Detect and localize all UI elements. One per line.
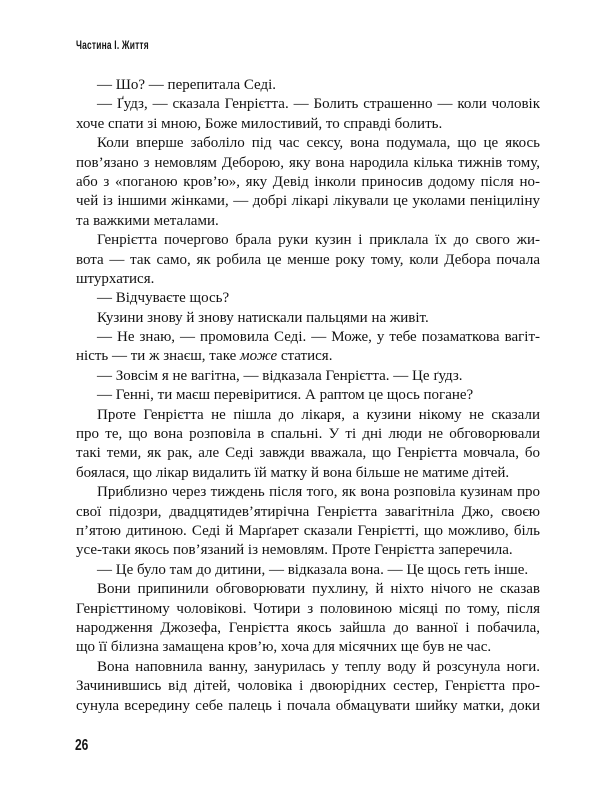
text-line: чей із іншими жінками, — добрі лікарі лікували це уколами пеніциліну [76,193,540,210]
text-line: народження Джозефа, Генрієтта якось зайшла до ванної і побачила, [76,619,540,636]
paragraph [76,658,540,716]
text-line [76,347,540,366]
text-line: Генрієтта почергово брала руки кузин і приклала їх до свого жи- [97,232,540,249]
text-line: пов’язано з немовлям Деборою, яку вона народила кілька тижнів тому, [76,154,540,171]
text-line: боялася, що лікар видалить їй матку й вона більше не матиме дітей. [76,464,510,481]
text-line: — Генні, ти маєш перевіритися. А раптом це щось погане? [97,387,474,404]
paragraph [76,561,540,580]
text-line: — Не знаю, — промовила Седі. — Може, у тебе позаматкова вагіт- [97,329,540,346]
text-line: та важкими металами. [76,212,219,229]
text-line: або з «поганою кров’ю», яку Девід інколи приносив додому після но- [76,173,540,190]
text-line: — Зовсім я не вагітна, — відказала Генрієтта. — Це ґудз. [97,367,463,384]
paragraph [76,95,540,134]
paragraph [76,231,540,289]
text-line: Приблизно через тиждень після того, як вона розповіла кузинам про [97,484,540,501]
text-line: — Шо? — перепитала Седі. [97,77,277,93]
text-line: Вона наповнила ванну, занурилась у теплу воду й розсунула ноги. [97,658,540,675]
text-line: такі теми, як рак, але Седі завжди вважала, що Генрієтта мовчала, бо [76,445,540,462]
text-line: вота — так само, як робила це менше року тому, коли Дебора почала [76,251,540,268]
paragraph [76,483,540,561]
paragraph [76,367,540,386]
text-span: статися. [277,348,333,365]
text-line: Вони припинили обговорювати пухлину, й ніхто нічого не сказав [97,581,540,598]
italic-word: може [240,348,278,365]
paragraph [76,328,540,367]
text-line: Коли вперше заболіло під час сексу, вона подумала, що це якось [97,135,540,152]
text-block [76,76,540,716]
paragraph [76,406,540,484]
text-line: — Це було там до дитини, — відказала вона. — Це щось геть інше. [97,561,529,578]
text-line: Зачинившись від дітей, чоловіка і двоюрідних сестер, Генрієтта про- [76,678,540,695]
text-line: про те, що вона розповіла в спальні. У ті дні люди не обговорювали [76,426,540,443]
text-line: хоче спати зі мною, Боже милостивий, то справді болить. [76,115,443,132]
page-number: 26 [75,737,89,754]
text-line: свої підозри, двадцятидев’ятирічна Генрієтта завагітніла Джо, своєю [76,503,540,520]
text-span: ність — ти ж знаєш, таке [76,348,241,365]
text-line: п’ятою дитиною. Седі й Марґарет сказали Генрієтті, що можливо, біль [76,522,540,539]
text-line: — Ґудз, — сказала Генрієтта. — Болить страшенно — коли чоловік [97,96,540,113]
paragraph [76,76,540,95]
text-line: — Відчуваєте щось? [97,290,230,307]
paragraph [76,309,540,328]
running-header: Частина І. Життя [76,38,149,52]
text-line: Генрієттиному чоловікові. Чотири з половиною місяці по тому, після [76,600,540,617]
text-line: що її білизна замащена кров’ю, хоча для місячних ще був не час. [76,639,492,656]
text-line: штурхатися. [76,270,155,287]
paragraph [76,289,540,308]
paragraph [76,386,540,405]
paragraph [76,580,540,658]
paragraph [76,134,540,231]
text-line: Проте Генрієтта не пішла до лікаря, а кузини нікому не сказали [97,406,540,423]
text-line: Кузини знову й знову натискали пальцями на живіт. [97,309,429,326]
text-line: усе-таки якось пов’язаний із немовлям. Проте Генрієтта заперечила. [76,542,513,559]
text-line: сунула всередину себе палець і почала обмацувати шийку матки, доки [76,697,540,714]
